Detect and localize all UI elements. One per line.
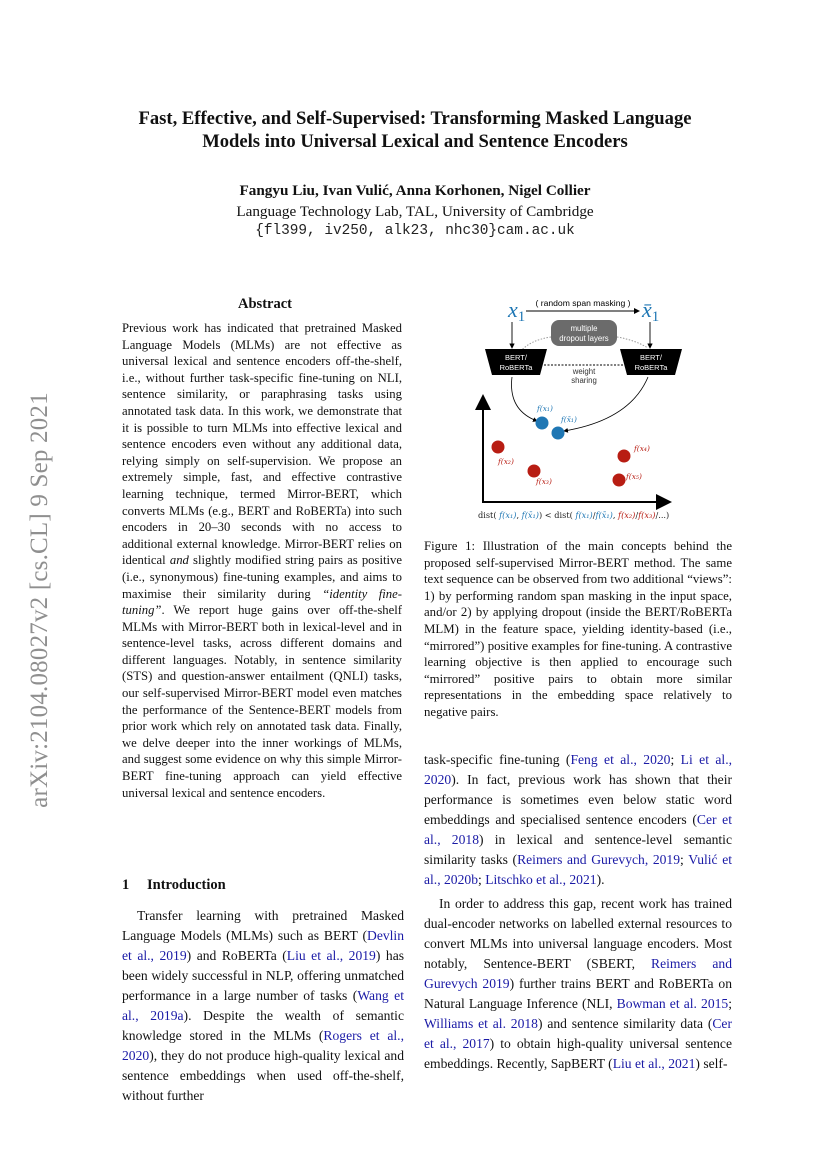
citation-link[interactable]: Reimers and Gurevych, 2019: [517, 852, 681, 867]
negative-embedding-point: [528, 465, 541, 478]
positive-embedding-point: [552, 427, 565, 440]
embedding-point-label: f(x₁): [537, 404, 553, 413]
negative-embedding-point: [492, 441, 505, 454]
negative-embedding-point: [618, 450, 631, 463]
encoder-left-label-1: BERT/: [505, 353, 527, 362]
title-line-1: Fast, Effective, and Self-Supervised: Transforming Masked Language: [138, 108, 692, 129]
abstract-body: [122, 320, 402, 801]
abstract-text-2: slightly modified string pairs as positive (i.e., synonymous) fine-tuning examples, and aims to maximise their similarity during: [122, 553, 402, 601]
paragraph-text: ). In fact, previous work has shown that their performance is sometimes even below static word embeddings and specialised sentence encoders (: [424, 772, 732, 827]
embedding-point-label: f(x₃): [536, 477, 552, 486]
paragraph-text: ;: [670, 752, 681, 767]
positive-embedding-point: [536, 417, 549, 430]
section-heading-introduction: [122, 877, 226, 894]
formula-sep-3: ,: [612, 510, 616, 520]
right-column-body: [424, 750, 732, 1074]
citation-link[interactable]: Feng et al., 2020: [570, 752, 671, 767]
paragraph-text: ) and sentence similarity data (: [537, 1016, 713, 1031]
encoder-left-label-2: RoBERTa: [499, 363, 533, 372]
embedding-point-label: f(x₄): [634, 444, 650, 453]
author-list: Fangyu Liu, Ivan Vulić, Anna Korhonen, Nigel Collier: [239, 182, 591, 199]
abstract-text-1: Previous work has indicated that pretrained Masked Language Models (MLMs) are not effective as universal lexical and sentence encoders off-the-shelf, i.e., without further task-specific fine-tuning on NLI, sentence similarity, or paraphrasing tasks using annotated task data. In this work, we demonstrate that it is possible to turn MLMs into effective lexical and sentence encoders even without any additional data, relying simply on self-supervision. We propose an extremely simple, fast, and effective contrastive learning technique, termed Mirror-BERT, which converts MLMs (e.g., BERT and RoBERTa) into such encoders in 20–30 seconds with no access to additional external knowledge. Mirror-BERT relies on identical: [122, 321, 402, 568]
encoder-right-label-1: BERT/: [640, 353, 662, 362]
paragraph-text: ;: [680, 852, 689, 867]
figure-1-diagram: [470, 290, 715, 525]
paragraph-text: ) and RoBERTa (: [186, 948, 287, 963]
formula-prefix: dist(: [478, 510, 497, 520]
right-paragraph-2: [424, 894, 732, 1074]
paragraph-text: ) has been widely successful in NLP, offering unmatched performance in a large number of tasks (: [122, 948, 405, 1003]
formula-pos-2: f(x̄₁): [519, 510, 539, 520]
input-x1-label: x1: [508, 297, 526, 325]
paragraph-text: ) further trains BERT and RoBERTa on Natural Language Inference (NLI,: [424, 976, 733, 1011]
formula-tail: /...): [655, 510, 670, 520]
input-x1-subscript: 1: [517, 309, 526, 325]
masked-x1-label: x̄1: [642, 297, 660, 325]
paragraph-text: ) self-: [695, 1056, 728, 1071]
embedding-point-label: f(x̄₁): [561, 415, 577, 424]
dropout-label-2: dropout layers: [559, 334, 609, 343]
citation-link[interactable]: Li et al., 2020: [424, 752, 732, 787]
abstract-heading: Abstract: [238, 296, 292, 312]
intro-body: [122, 906, 404, 1106]
section-number: 1: [122, 877, 130, 893]
paragraph-text: In order to address this gap, recent work has trained dual-encoder networks on labelled external resources to convert MLMs into universal language encoders. Most notably, Sentence-BERT (SBERT,: [424, 896, 732, 971]
embedding-point-label: f(x₂): [498, 457, 514, 466]
paragraph-text: ) to obtain high-quality universal sentence embeddings. Recently, SapBERT (: [424, 1036, 732, 1071]
citation-link[interactable]: Liu et al., 2019: [286, 948, 376, 963]
weight-sharing-label-1: weight: [572, 367, 596, 376]
paper-title: [100, 107, 730, 153]
arxiv-stamp: [20, 360, 60, 840]
citation-link[interactable]: Cer et al., 2017: [424, 1016, 732, 1051]
citation-link[interactable]: Bowman et al. 2015: [616, 996, 729, 1011]
citation-link[interactable]: Vulić et al., 2020b: [424, 852, 732, 887]
formula-pos-4: f(x̄₁): [595, 510, 613, 520]
negative-embedding-point: [613, 474, 626, 487]
figure-formula: [478, 510, 718, 520]
formula-sep-1: ,: [516, 510, 520, 520]
formula-neg-2: f(x₃): [638, 510, 656, 520]
dropout-link-right: [617, 337, 648, 348]
citation-link[interactable]: Liu et al., 2021: [612, 1056, 696, 1071]
author-emails: {fl399, iv250, alk23, nhc30}cam.ac.uk: [255, 223, 575, 239]
encoder-right-label-2: RoBERTa: [634, 363, 668, 372]
citation-link[interactable]: Williams et al. 2018: [424, 1016, 538, 1031]
masking-label: ( random span masking ): [535, 298, 631, 308]
right-paragraph-1: [424, 750, 732, 890]
formula-mid: ) < dist(: [539, 510, 573, 520]
encoder-left-to-point-arrow: [512, 377, 537, 421]
formula-sep-4: /: [635, 510, 639, 520]
embedding-points: [492, 404, 650, 487]
figure-1-caption: Figure 1: Illustration of the main concepts behind the proposed self-supervised Mirror-BERT method. The same text sequence can be observed from two additional “views”: 1) by performing random span masking in the input space, and/or 2) by applying dropout (inside the BERT/RoBERTa MLM) in the feature space, yielding identity-based (i.e., “mirrored”) positive examples for fine-tuning. A contrastive learning objective is then applied to encourage such “mirrored” positive pairs to obtain more similar representations in the embedding space relatively to negative pairs.: [424, 539, 732, 719]
formula-pos-3: f(x₁): [572, 510, 593, 520]
paragraph-text: ;: [728, 996, 732, 1011]
formula-pos-1: f(x₁): [496, 510, 517, 520]
paragraph-text: ) in lexical and sentence-level semantic similarity tasks (: [424, 832, 732, 867]
title-line-2: Models into Universal Lexical and Sentence Encoders: [202, 131, 628, 152]
abstract-italic-and: and: [169, 553, 189, 568]
citation-link[interactable]: Litschko et al., 2021: [485, 872, 597, 887]
embedding-point-label: f(x₅): [626, 472, 642, 481]
paragraph-text: task-specific fine-tuning (: [424, 752, 571, 767]
abstract-text-3: . We report huge gains over off-the-shelf MLMs with Mirror-BERT both in lexical-level and in sentence-level tasks, across different domains and different languages. Notably, in sentence similarity (STS) and question-answer entailment (QNLI) tasks, our self-supervised Mirror-BERT model even matches the performance of the Sentence-BERT models from prior work which rely on annotated task data. Finally, we delve deeper into the inner workings of MLMs, and suggest some evidence on why this simple Mirror-BERT fine-tuning approach can yield effective universal lexical and sentence encoders.: [122, 603, 402, 800]
intro-paragraph-1: [122, 906, 404, 1106]
citation-link[interactable]: Reimers and Gurevych 2019: [424, 956, 733, 991]
weight-sharing-label-2: sharing: [571, 376, 597, 385]
paragraph-text: Transfer learning with pretrained Masked Language Models (MLMs) such as BERT (: [122, 908, 404, 943]
formula-sep-2: /: [592, 510, 596, 520]
arxiv-stamp-text: arXiv:2104.08027v2 [cs.CL] 9 Sep 2021: [26, 392, 53, 808]
citation-link[interactable]: Wang et al., 2019a: [122, 988, 404, 1023]
affiliation: Language Technology Lab, TAL, University of Cambridge: [236, 203, 594, 220]
citation-link[interactable]: Devlin et al., 2019: [122, 928, 404, 963]
paragraph-text: ), they do not produce high-quality lexical and sentence embeddings when used off-the-shelf, without further: [122, 1048, 404, 1103]
paragraph-text: ). Despite the wealth of semantic knowledge stored in the MLMs (: [122, 1008, 404, 1043]
abstract-italic-identity: “identity fine-tuning”: [122, 586, 403, 618]
section-title: Introduction: [147, 877, 226, 893]
paragraph-text: ).: [596, 872, 605, 887]
citation-link[interactable]: Cer et al., 2018: [424, 812, 732, 847]
dropout-label-1: multiple: [570, 324, 598, 333]
citation-link[interactable]: Rogers et al., 2020: [122, 1028, 404, 1063]
paragraph-text: ;: [478, 872, 486, 887]
masked-x1-subscript: 1: [651, 309, 660, 325]
formula-neg-1: f(x₂): [615, 510, 636, 520]
